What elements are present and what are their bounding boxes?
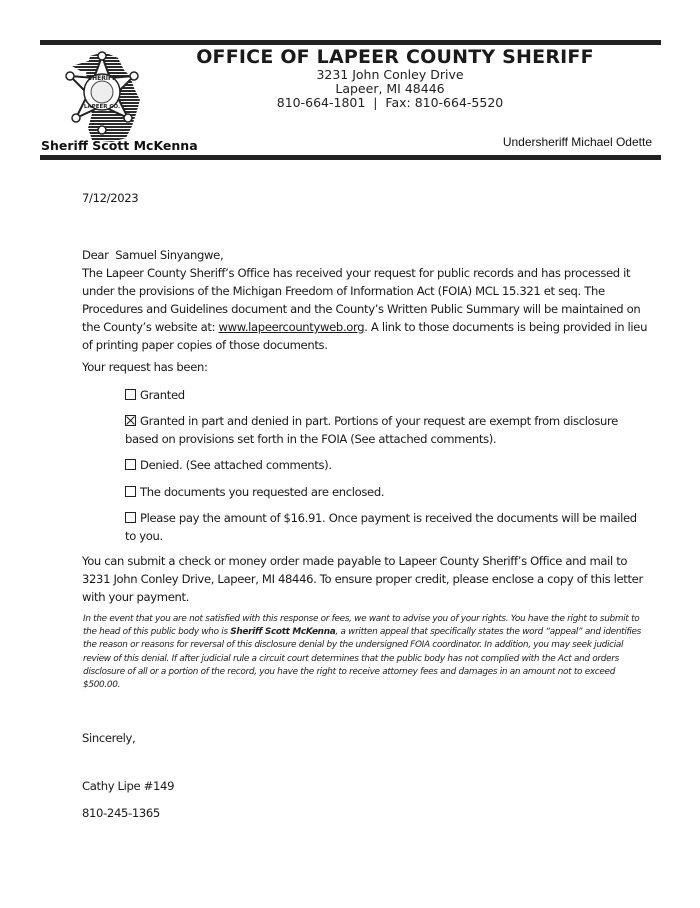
header-bottom-rule <box>40 155 661 160</box>
option-denied <box>125 456 645 474</box>
closing: Sincerely, <box>82 731 136 745</box>
undersheriff-name: Undersheriff Michael Odette <box>502 135 652 149</box>
status-heading: Your request has been: <box>82 360 208 374</box>
county-website-link[interactable]: www.lapeercountyweb.org <box>218 320 365 334</box>
sheriff-star-badge-icon <box>52 48 162 148</box>
office-phone-fax: 810-664-1801 | Fax: 810-664-5520 <box>276 95 504 110</box>
intro-text-1: The Lapeer County Sheriff’s Office has received your request for public records and has processed it under the provisions of the Michigan Freedom of Information Act (FOIA) MCL 15.321 et seq. The Procedures and Guidelines document and the County’s Written Public Summary will be maintained on the County’s website at: <box>82 266 641 334</box>
checkbox-checked-icon[interactable] <box>125 415 136 426</box>
checkbox-granted-icon[interactable] <box>125 389 136 400</box>
option-label: Please pay the amount of $16.91. Once payment is received the documents will be mailed to you. <box>125 511 637 543</box>
svg-text:SHERIFF: SHERIFF <box>87 75 117 82</box>
option-label: Granted in part and denied in part. Portions of your request are exempt from disclosure based on provisions set forth in the FOIA (See attached comments). <box>125 414 618 446</box>
option-label: Granted <box>140 388 185 402</box>
salutation: Dear Samuel Sinyangwe, <box>82 248 224 262</box>
header-top-rule <box>40 40 661 45</box>
option-label: The documents you requested are enclosed. <box>140 485 385 499</box>
checkbox-denied-icon[interactable] <box>125 459 136 470</box>
legal-bold-name: Sheriff Scott McKenna <box>230 627 336 638</box>
legal-text-2: , a written appeal that specifically states the word “appeal” and identifies the reason or reasons for reversal of this disclosure denial by the undersigned FOIA coordinator. In addition, you may seek judicial review of this denial. If after judicial rule a circuit court determines that the public body has not complied with the Act and orders disclosure of all or a portion of the record, you have the right to receive attorney fees and damages in an amount not to exceed $500.00. <box>83 627 641 691</box>
signer-name: Cathy Lipe #149 <box>82 779 175 793</box>
office-address-city: Lapeer, MI 48446 <box>335 81 445 96</box>
intro-text-2: . A link to those documents is being provided in lieu of printing paper copies of those documents. <box>82 320 648 352</box>
svg-text:LAPEER CO.: LAPEER CO. <box>83 104 121 110</box>
sheriff-name: Sheriff Scott McKenna <box>41 138 198 153</box>
option-payment <box>125 509 645 545</box>
sheriff-badge-logo <box>52 48 162 148</box>
option-granted <box>125 386 645 404</box>
legal-notice <box>83 613 643 692</box>
option-granted-in-part <box>125 412 645 448</box>
letter-date: 7/12/2023 <box>82 191 139 205</box>
signer-phone: 810-245-1365 <box>82 806 160 820</box>
checkbox-enclosed-icon[interactable] <box>125 486 136 497</box>
office-title: OFFICE OF LAPEER COUNTY SHERIFF <box>196 46 594 68</box>
office-address-street: 3231 John Conley Drive <box>316 67 464 82</box>
payment-instructions: You can submit a check or money order made payable to Lapeer County Sheriff’s Office and mail to 3231 John Conley Drive, Lapeer, MI 48446. To ensure proper credit, please enclose a copy of this letter with your payment. <box>82 554 643 604</box>
option-enclosed <box>125 483 645 501</box>
legal-text-1: In the event that you are not satisfied with this response or fees, we want to advise you of your rights. You have the right to submit to the head of this public body who is <box>83 614 640 638</box>
option-label: Denied. (See attached comments). <box>140 458 332 472</box>
intro-paragraph <box>82 264 652 354</box>
checkbox-payment-icon[interactable] <box>125 512 136 523</box>
